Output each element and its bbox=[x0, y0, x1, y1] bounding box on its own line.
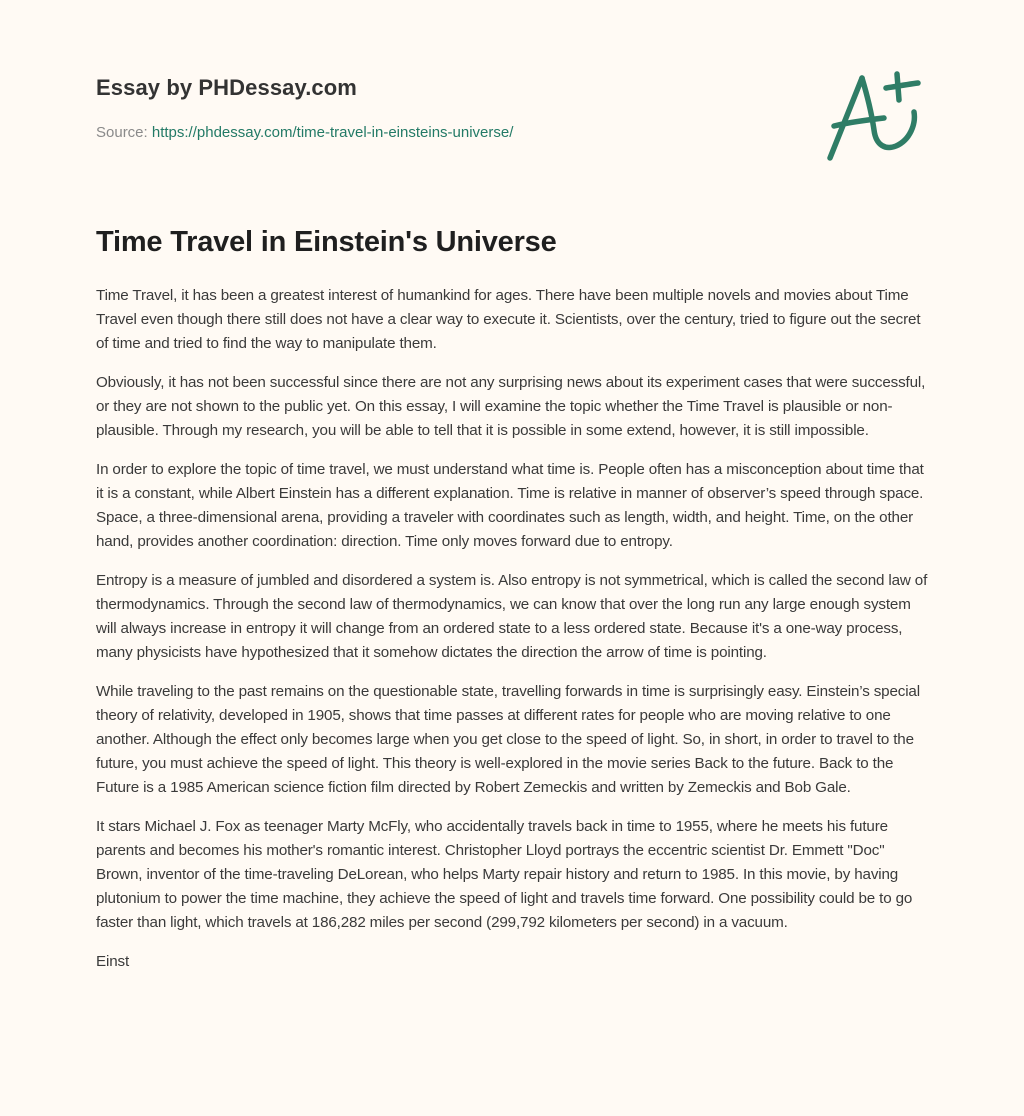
source-link[interactable]: https://phdessay.com/time-travel-in-einsteins-universe/ bbox=[151, 124, 514, 141]
essay-paragraph-truncated: Einst bbox=[96, 953, 130, 970]
essay-title: Time Travel in Einstein's Universe bbox=[96, 226, 557, 258]
essay-paragraph: In order to explore the topic of time travel, we must understand what time is. People often has a misconception about time that it is a constant, while Albert Einstein has a different explanation. Time is relative in manner of observer’s speed through space. Space, a three-dimensional arena, providing a traveler with coordinates such as length, width, and height. Time, on the other hand, provides another coordination: direction. Time only moves forward due to entropy. bbox=[96, 461, 924, 550]
essay-paragraph: It stars Michael J. Fox as teenager Marty McFly, who accidentally travels back in time to 1955, where he meets his future parents and becomes his mother's romantic interest. Christopher Lloyd portrays the eccentric scientist Dr. Emmett "Doc" Brown, inventor of the time-traveling DeLorean, who helps Marty repair history and return to 1985. In this movie, by having plutonium to power the time machine, they achieve the speed of light and travels time forward. One possibility could be to go faster than light, which travels at 186,282 miles per second (299,792 kilometers per second) in a vacuum. bbox=[96, 818, 913, 931]
essay-page bbox=[96, 0, 932, 970]
a-plus-grade-icon bbox=[822, 66, 932, 166]
essay-paragraph: While traveling to the past remains on the questionable state, travelling forwards in time is surprisingly easy. Einstein’s special theory of relativity, developed in 1905, shows that time passes at different rates for people who are moving relative to one another. Although the effect only becomes large when you get close to the speed of light. So, in short, in order to travel to the future, you must achieve the speed of light. This theory is well-explored in the movie series Back to the future. Back to the Future is a 1985 American science fiction film directed by Robert Zemeckis and written by Zemeckis and Bob Gale. bbox=[96, 683, 920, 796]
page-header bbox=[96, 0, 932, 200]
source-label: Source: bbox=[96, 124, 148, 141]
essay-body bbox=[96, 284, 932, 989]
source-line bbox=[96, 124, 513, 141]
brand-title: Essay by PHDessay.com bbox=[96, 75, 357, 100]
essay-paragraph: Time Travel, it has been a greatest interest of humankind for ages. There have been multiple novels and movies about Time Travel even though there still does not have a clear way to execute it. Scientists, over the century, tried to figure out the secret of time and tried to find the way to manipulate them. bbox=[96, 287, 921, 352]
essay-paragraph: Entropy is a measure of jumbled and disordered a system is. Also entropy is not symmetrical, which is called the second law of thermodynamics. Through the second law of thermodynamics, we can know that over the long run any large enough system will always increase in entropy it will change from an ordered state to a less ordered state. Because it's a one-way process, many physicists have hypothesized that it somehow dictates the direction the arrow of time is pointing. bbox=[96, 572, 928, 661]
essay-paragraph: Obviously, it has not been successful since there are not any surprising news about its experiment cases that were successful, or they are not shown to the public yet. On this essay, I will examine the topic whether the Time Travel is plausible or non-plausible. Through my research, you will be able to tell that it is possible in some extend, however, it is still impossible. bbox=[96, 374, 926, 439]
